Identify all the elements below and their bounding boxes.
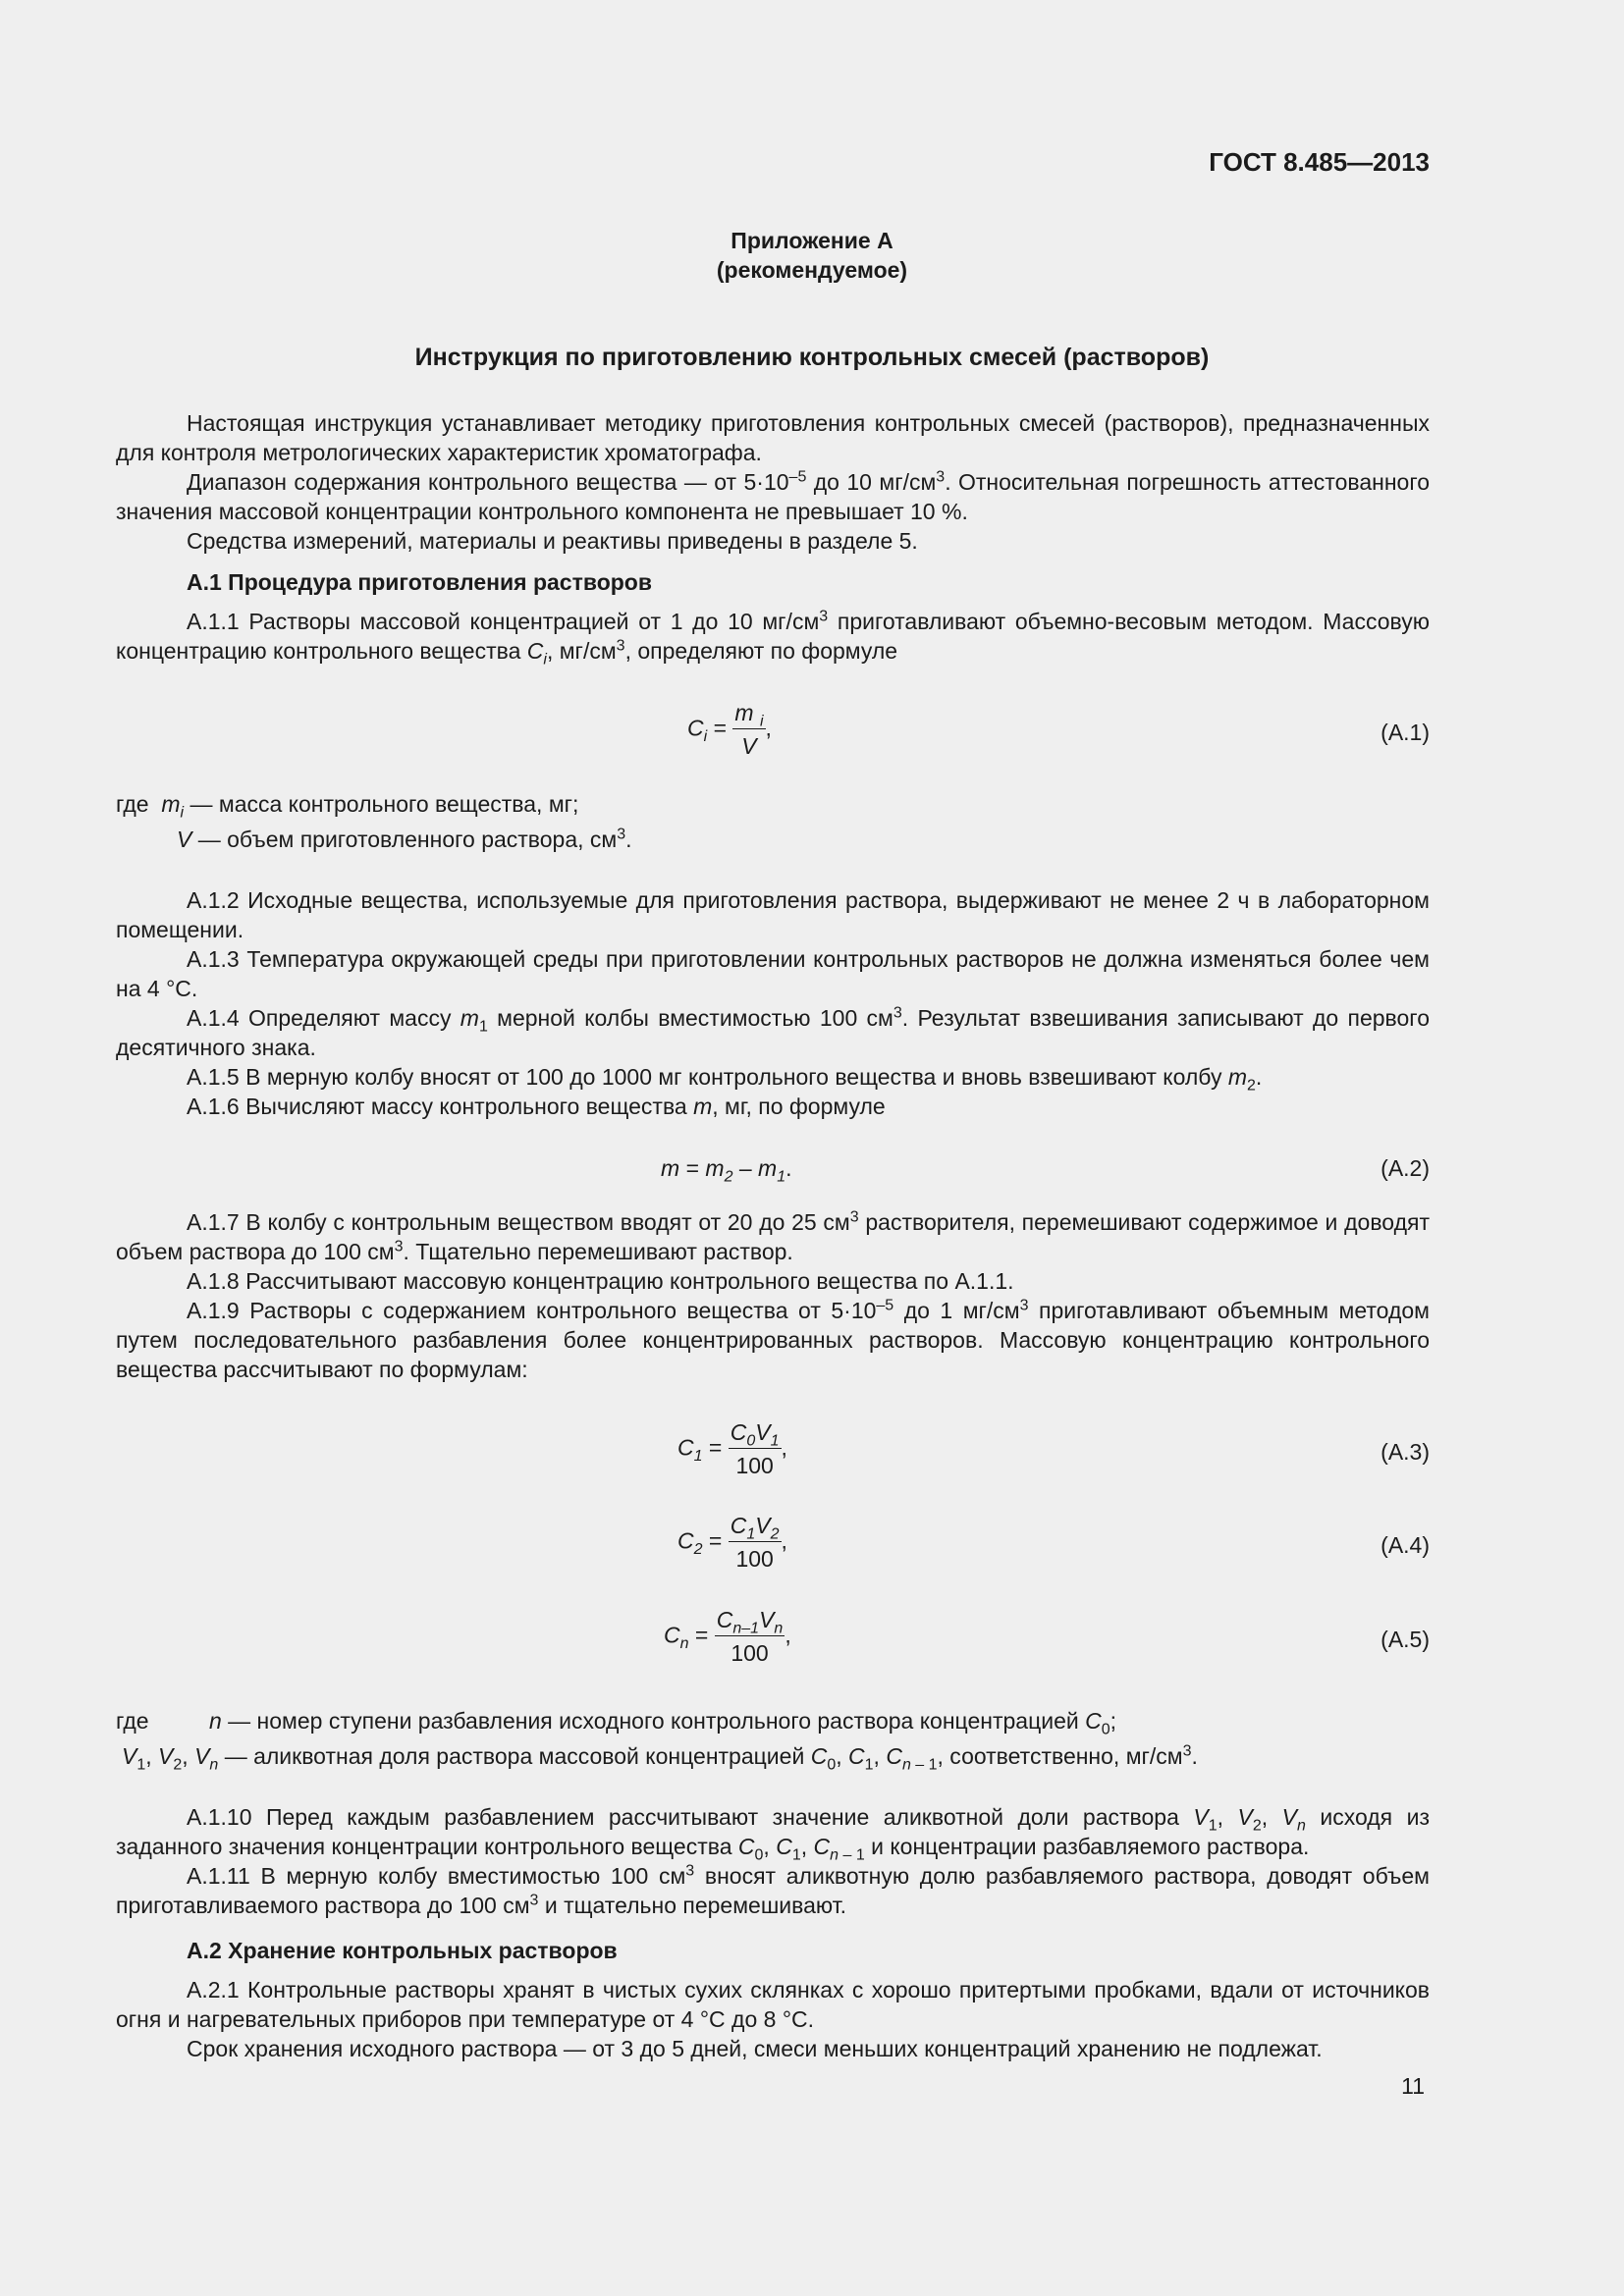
formula-a1: $C_i$ = $\frac{m _i}{V}$ , bbox=[687, 700, 772, 759]
formula-a2: $m = m_2 - m_1$. bbox=[661, 1155, 792, 1186]
paragraph-a1-6: А.1.6 Вычисляют массу контрольного вещества m, мг, по формуле bbox=[187, 1094, 886, 1119]
appendix-status: (рекомендуемое) bbox=[716, 257, 908, 283]
where-m-row: где $m_i$ — масса контрольного вещества, мг; bbox=[116, 791, 579, 822]
formula-a5: $C_n$ = $\frac{C_{n-1}V_n}{100}$ , bbox=[664, 1607, 791, 1666]
paragraph-a1-4: А.1.4 Определяют массу $m_1$ мерной колбы вместимостью 100 $см^3$. Результат взвешивания записывают до первого десятичного знака. bbox=[116, 1004, 1430, 1060]
paragraph-a1-5: А.1.5 В мерную колбу вносят от 100 до 1000 мг контрольного вещества и вновь взвешивают колбу $m_2$. bbox=[187, 1064, 1263, 1095]
formula-a1-number: (А.1) bbox=[1380, 720, 1430, 745]
where-n-row: где n — номер ступени разбавления исходного контрольного раствора концентрацией $C_0$; bbox=[116, 1708, 1117, 1738]
paragraph-a1-10: А.1.10 Перед каждым разбавлением рассчитывают значение аликвотной доли раствора $V_1$, $V_2$, $V_n$ исходя из заданного значения концентрации контрольного вещества $C_0$, $C_1$, $C_n$ $_{- 1}$ и концентрации разбавляемого раствора. bbox=[116, 1804, 1431, 1864]
appendix-name: Приложение А bbox=[731, 228, 893, 253]
paragraph-a2-2: Срок хранения исходного раствора — от 3 до 5 дней, смеси меньших концентраций хранению не подлежат. bbox=[187, 2036, 1323, 2061]
paragraph-a1-8: А.1.8 Рассчитывают массовую концентрацию контрольного вещества по А.1.1. bbox=[187, 1268, 1014, 1294]
paragraph-a1-1: А.1.1 Растворы массовой концентрацией от 1 до 10 $мг/см^3$ приготавливают объемно-весовым методом. Массовую концентрацию контрольного вещества $C_i$, $мг/см^3$, определяют по формуле bbox=[116, 608, 1430, 668]
document-code: ГОСТ 8.485—2013 bbox=[1209, 147, 1430, 177]
intro-paragraph-2: Диапазон содержания контрольного вещества — от $5\cdot 10^{-5}$ до 10 $мг/см^3$. Относительная погрешность аттестованного значения массовой концентрации контрольного компонента не превышает 10 %. bbox=[116, 468, 1430, 524]
formula-a3: $C_1$ = $\frac{C_0V_1}{100}$ , bbox=[677, 1419, 787, 1478]
paragraph-a1-3: А.1.3 Температура окружающей среды при приготовлении контрольных растворов не должна изменяться более чем на 4 °С. bbox=[116, 946, 1430, 1001]
page-title: Инструкция по приготовлению контрольных смесей (растворов) bbox=[414, 344, 1210, 371]
where-v-aliquot-row: $V_1$, $V_2$, $V_n$ — аликвотная доля раствора массовой концентрацией $C_0$, $C_1$, $C_n$ $_{- 1}$, соответственно, $мг/см^3$. bbox=[122, 1742, 1198, 1774]
paragraph-a1-2: А.1.2 Исходные вещества, используемые для приготовления раствора, выдерживают не менее 2 ч в лабораторном помещении. bbox=[116, 887, 1430, 942]
paragraph-a1-11: А.1.11 В мерную колбу вместимостью 100 $см^3$ вносят аликвотную долю разбавляемого раствора, доводят объем приготавливаемого раствора до 100 $см^3$ и тщательно перемешивают. bbox=[116, 1862, 1430, 1918]
intro-paragraph-1: Настоящая инструкция устанавливает методику приготовления контрольных смесей (растворов), предназначенных для контроля метрологических характеристик хроматографа. bbox=[116, 410, 1430, 465]
formula-a4-number: (А.4) bbox=[1380, 1532, 1430, 1558]
formula-a5-number: (А.5) bbox=[1380, 1627, 1430, 1652]
formula-a3-number: (А.3) bbox=[1380, 1439, 1430, 1465]
intro-paragraph-3: Средства измерений, материалы и реактивы приведены в разделе 5. bbox=[187, 528, 918, 554]
page-number: 11 bbox=[1401, 2073, 1425, 2099]
where-v-row: V — объем приготовленного раствора, $см^3$. bbox=[177, 826, 632, 852]
section-a2-heading: А.2 Хранение контрольных растворов bbox=[187, 1938, 618, 1963]
paragraph-a1-7: А.1.7 В колбу с контрольным веществом вводят от 20 до 25 $см^3$ растворителя, перемешивают содержимое и доводят объем раствора до 100 $см^3$. Тщательно перемешивают раствор. bbox=[116, 1208, 1430, 1264]
paragraph-a2-1: А.2.1 Контрольные растворы хранят в чистых сухих склянках с хорошо притертыми пробками, вдали от источников огня и нагревательных приборов при температуре от 4 °С до 8 °С. bbox=[116, 1977, 1430, 2032]
formula-a2-number: (А.2) bbox=[1380, 1155, 1430, 1181]
formula-a4: $C_2$ = $\frac{C_1V_2}{100}$ , bbox=[677, 1513, 787, 1572]
section-a1-heading: А.1 Процедура приготовления растворов bbox=[187, 569, 652, 595]
paragraph-a1-9: А.1.9 Растворы с содержанием контрольного вещества от $5\cdot 10^{-5}$ до 1 $мг/см^3$ приготавливают объемным методом путем последовательного разбавления более концентрированных растворов. Массовую концентрацию контрольного вещества рассчитывают по формулам: bbox=[116, 1297, 1430, 1382]
